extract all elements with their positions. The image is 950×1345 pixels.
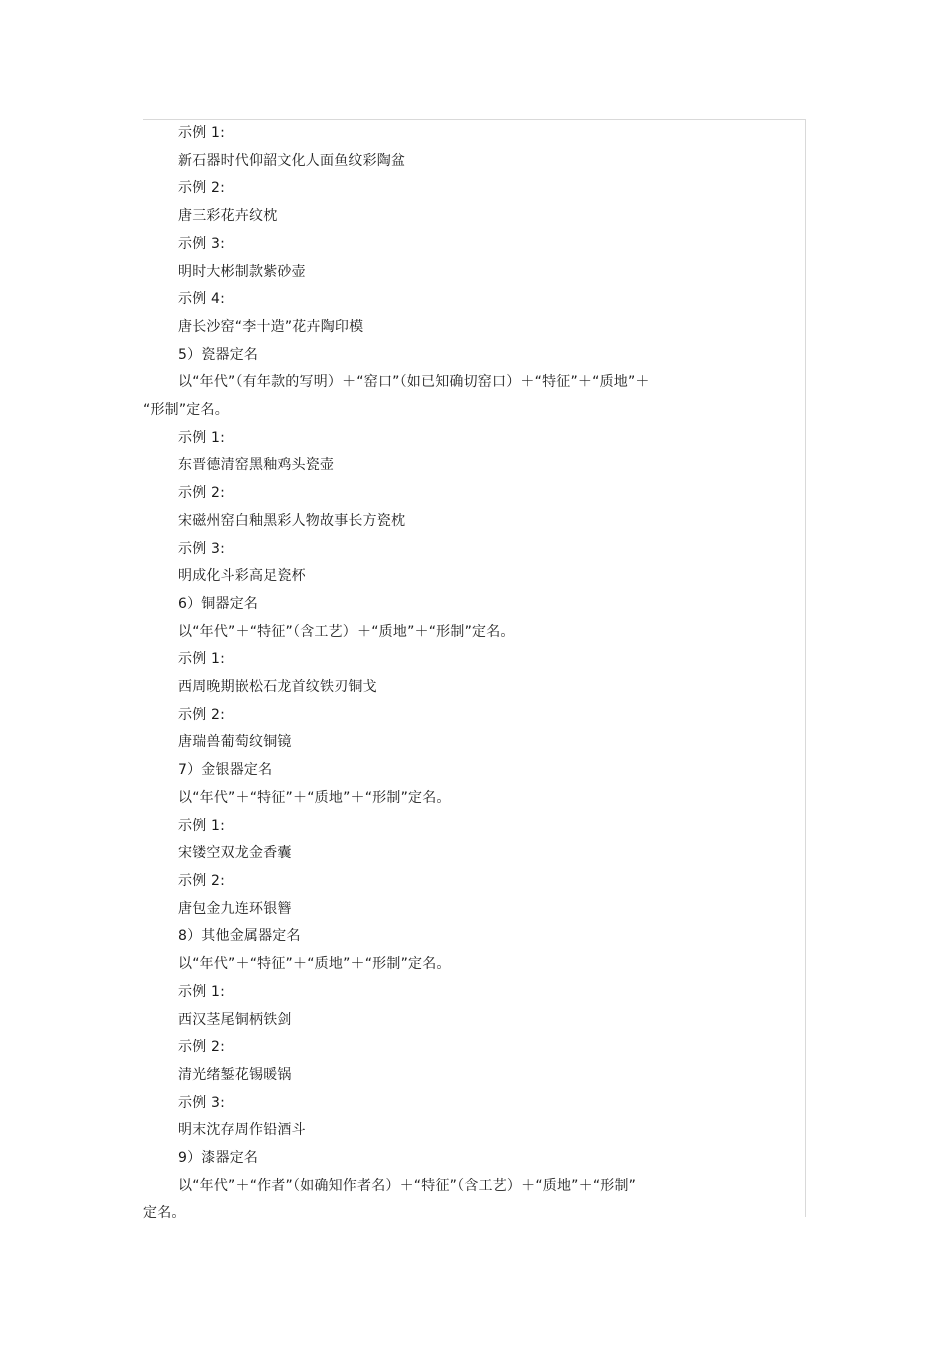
example-label: 示例 2:: [178, 180, 226, 197]
example-text: 明时大彬制款紫砂壶: [178, 263, 306, 280]
example-text: 明末沈存周作铅酒斗: [178, 1122, 306, 1139]
example-text: 宋磁州窑白釉黑彩人物故事长方瓷枕: [178, 512, 406, 529]
example-label: 示例 1:: [178, 125, 226, 141]
example-label: 示例 2:: [178, 485, 226, 502]
example-text: 唐三彩花卉纹枕: [178, 208, 278, 225]
naming-rule: 以“年代”＋“特征”＋“质地”＋“形制”定名。: [178, 789, 451, 806]
example-label: 示例 2:: [178, 1039, 226, 1056]
example-label: 示例 4:: [178, 291, 226, 308]
example-text: 唐包金九连环银簪: [178, 900, 292, 917]
example-text: 唐长沙窑“李十造”花卉陶印模: [178, 318, 364, 335]
naming-rule-continued: “形制”定名。: [143, 402, 229, 419]
example-label: 示例 2:: [178, 706, 226, 723]
section-heading-bronze: 6）铜器定名: [178, 595, 259, 612]
section-heading-porcelain: 5）瓷器定名: [178, 346, 259, 363]
example-text: 明成化斗彩高足瓷杯: [178, 568, 306, 585]
example-label: 示例 3:: [178, 235, 226, 252]
example-label: 示例 1:: [178, 651, 226, 668]
example-label: 示例 3:: [178, 540, 226, 557]
naming-rule: 以“年代”（有年款的写明）＋“窑口”（如已知确切窑口）＋“特征”＋“质地”＋: [178, 374, 650, 391]
example-label: 示例 1:: [178, 429, 226, 446]
example-text: 清光绪錾花锡暖锅: [178, 1066, 292, 1083]
example-text: 唐瑞兽葡萄纹铜镜: [178, 734, 292, 751]
naming-rule: 以“年代”＋“特征”＋“质地”＋“形制”定名。: [178, 956, 451, 973]
naming-rule: 以“年代”＋“作者”（如确知作者名）＋“特征”（含工艺）＋“质地”＋“形制”: [178, 1177, 637, 1194]
naming-rule-continued: 定名。: [143, 1205, 186, 1222]
example-label: 示例 2:: [178, 872, 226, 889]
example-text: 宋镂空双龙金香囊: [178, 845, 292, 862]
section-heading-gold-silver: 7）金银器定名: [178, 762, 273, 779]
section-heading-other-metal: 8）其他金属器定名: [178, 928, 301, 945]
naming-rule: 以“年代”＋“特征”（含工艺）＋“质地”＋“形制”定名。: [178, 623, 515, 640]
example-label: 示例 1:: [178, 817, 226, 834]
example-label: 示例 1:: [178, 983, 226, 1000]
example-text: 西汉茎尾铜柄铁剑: [178, 1011, 292, 1028]
example-label: 示例 3:: [178, 1094, 226, 1111]
document-body: [143, 119, 783, 1228]
example-text: 东晋德清窑黑釉鸡头瓷壶: [178, 457, 335, 474]
example-text: 西周晚期嵌松石龙首纹铁刃铜戈: [178, 679, 377, 696]
section-heading-lacquer: 9）漆器定名: [178, 1150, 259, 1167]
example-text: 新石器时代仰韶文化人面鱼纹彩陶盆: [178, 152, 406, 169]
